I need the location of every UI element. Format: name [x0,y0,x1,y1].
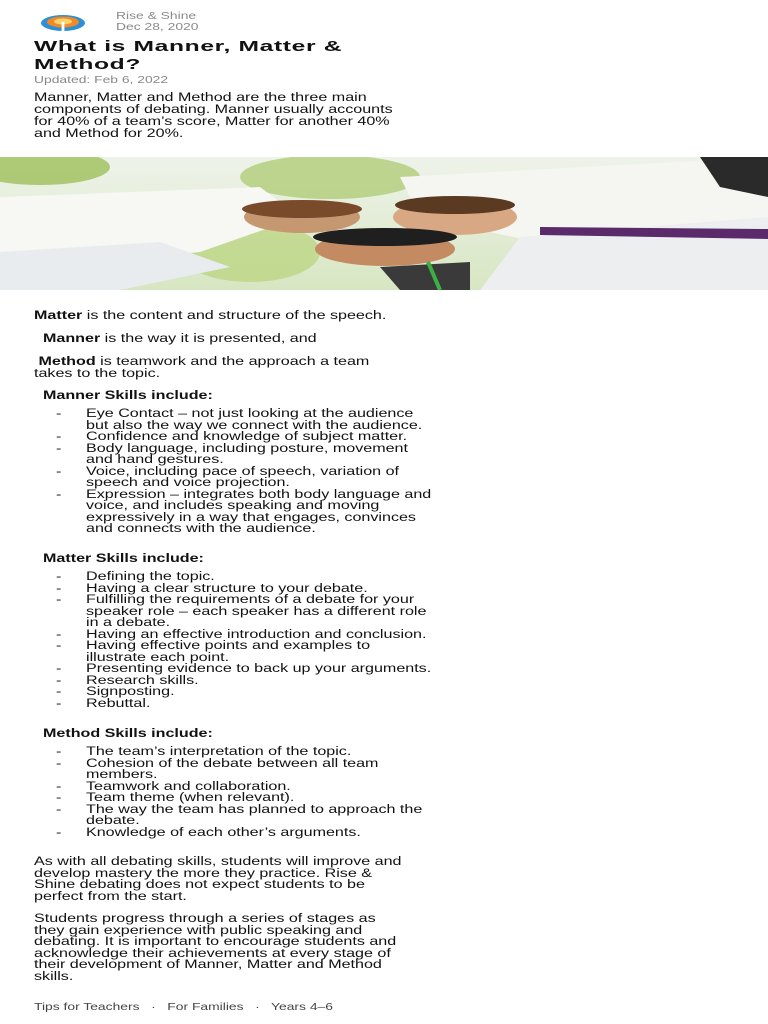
method-text: is teamwork and the approach a team [95,354,370,368]
title-line-2: Method? [34,56,142,73]
list-item: - Team theme (when relevant). [56,790,295,804]
manner-skills-heading: Manner Skills include: [43,388,213,402]
tag-years-4-6[interactable]: Years 4–6 [271,1001,333,1013]
method-definition [34,354,370,380]
title-line-1: What is Manner, Matter & [34,38,343,55]
list-item: - Knowledge of each other’s arguments. [56,824,361,839]
updated-date: Updated: Feb 6, 2022 [34,74,169,86]
list-item: - Signposting. [56,684,175,698]
matter-skills-list [34,569,432,710]
list-item: - Presenting evidence to back up your arguments. [56,661,432,675]
list-item: - Voice, including pace of speech, variation of speech and voice projection. [56,463,400,489]
students-huddle-photo [0,157,768,290]
list-item: - Rebuttal. [56,695,151,710]
intro-line: and Method for 20%. [34,126,184,140]
matter-term: Matter [34,308,83,322]
closing-paragraph-1: As with all debating skills, students will improve and develop mastery the more they practice. Rise & Shine debating does not expect students to be perfect from the start. [34,854,402,903]
article-tags [34,1001,333,1013]
method-text-continued: takes to the topic. [34,366,161,380]
tag-separator: · [255,1001,260,1013]
tag-for-families[interactable]: For Families [167,1001,244,1013]
manner-definition [43,331,317,345]
brand-name: Rise & Shine [116,10,197,22]
list-item: - Having effective points and examples to illustrate each point. [56,638,371,664]
manner-skills-list [34,406,432,535]
manner-text: is the way it is presented, and [100,331,317,345]
manner-term: Manner [43,331,101,345]
list-item: - The team’s interpretation of the topic. [56,744,352,758]
article-meta [116,10,199,33]
closing-paragraph-2: Students progress through a series of stages as they gain experience with public speaking and debating. It is important to encourage students and acknowledge their achievements at every stage of their development of Manner, Matter and Method skills. [34,911,397,983]
list-item: - Research skills. [56,672,199,687]
list-item: - Cohesion of the debate between all team members. [56,755,379,781]
list-item: - Eye Contact – not just looking at the audience but also the way we connect with the audience. [56,406,423,432]
list-item: - Defining the topic. [56,569,215,583]
publish-date: Dec 28, 2020 [116,21,199,33]
method-term: Method [38,354,96,368]
intro-paragraph [34,90,393,140]
tag-separator: · [151,1001,156,1013]
list-item: - Teamwork and collaboration. [56,778,291,793]
method-skills-list [34,744,423,839]
list-item: - Having an effective introduction and conclusion. [56,626,427,641]
intro-line: for 40% of a team’s score, Matter for another 40% [34,114,390,128]
list-item: - Confidence and knowledge of subject matter. [56,429,408,443]
list-item: - Fulfilling the requirements of a debate for your speaker role – each speaker has a different role in a debate. [56,592,427,629]
matter-skills-heading: Matter Skills include: [43,551,204,565]
matter-definition [34,308,387,322]
rise-and-shine-logo-icon [40,14,86,32]
tag-tips-for-teachers[interactable]: Tips for Teachers [34,1001,140,1013]
list-item: - Body language, including posture, movement and hand gestures. [56,440,408,466]
intro-line: Manner, Matter and Method are the three main [34,90,367,104]
list-item: - The way the team has planned to approach the debate. [56,801,423,827]
intro-line: components of debating. Manner usually accounts [34,102,393,116]
page-title [34,38,343,74]
list-item: - Having a clear structure to your debate. [56,580,368,595]
list-item: - Expression – integrates both body language and voice, and includes speaking and moving expressively in a way that engages, convinces and connects with the audience. [56,486,432,535]
matter-text: is the content and structure of the speech. [82,308,387,322]
method-skills-heading: Method Skills include: [43,726,213,740]
